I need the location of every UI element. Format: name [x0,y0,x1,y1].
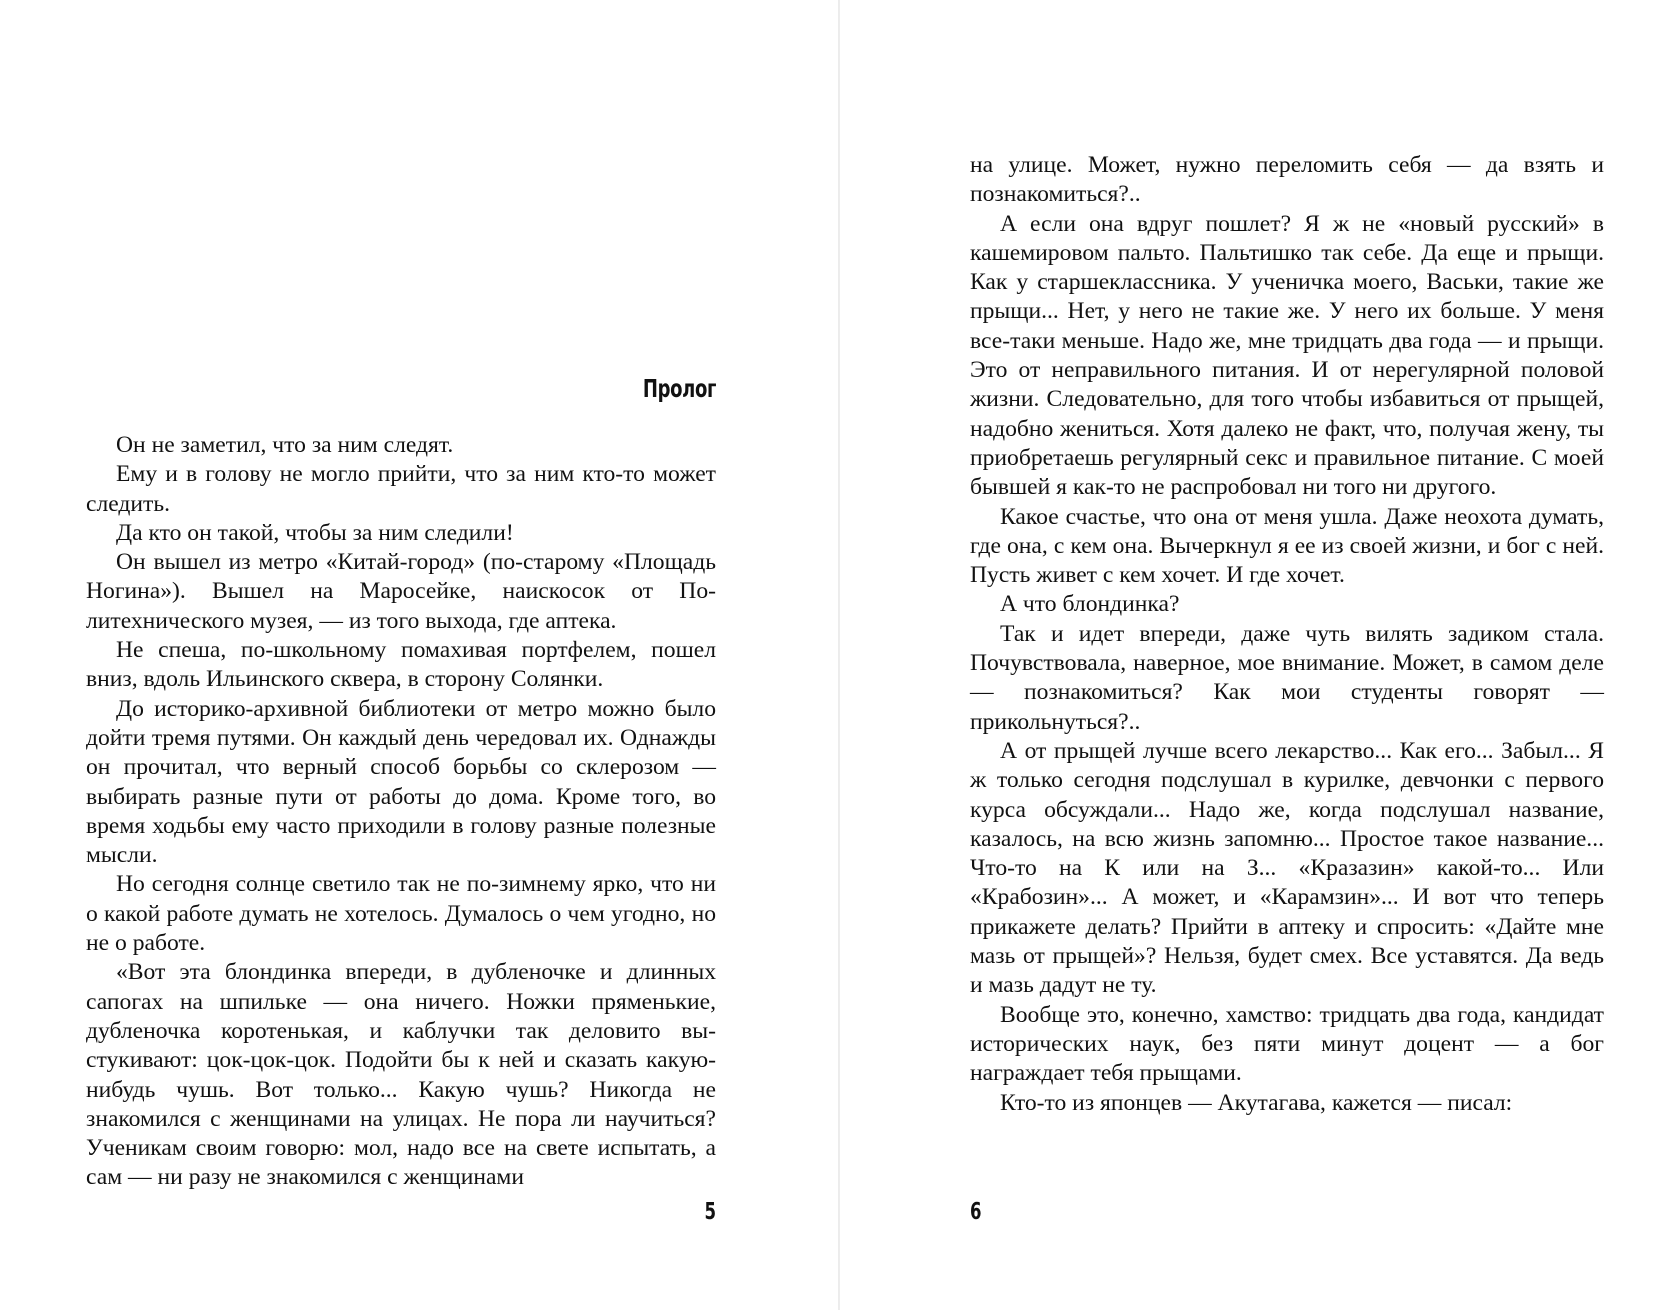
page-number: 6 [970,1199,982,1225]
right-page-text [970,151,1604,1118]
paragraph: Но сегодня солнце светило так не по-зимнему ярко, что ни о какой работе думать не хотелось. Думалось о чем угодно, но не о работе. [86,871,716,957]
paragraph: Да кто он такой, чтобы за ним следили! [116,519,514,546]
paragraph: Не спеша, по-школьному помахивая портфелем, пошел вниз, вдоль Ильинского сквера, в сторону Солянки. [86,637,716,693]
paragraph: Кто-то из японцев — Акутагава, кажется — писал: [1000,1089,1513,1116]
paragraph: А от прыщей лучше всего лекарство... Как его... Забыл... Я ж только сегодня подслушал в курилке, девчонки с первого курса обсуждали... Надо же, когда подслушал название, казалось, на всю жизнь запомню... Простое такое название... Что-то на К или на З... «Кразазин» какой-то... Или «Крабозин»... А может, и «Карамзин»... И вот что теперь прикажете делать? Прийти в аптеку и спросить: «Дайте мне мазь от прыщей»? Нельзя, будет смех. Все уставятся. Да ведь и мазь дадут не ту. [970,737,1604,999]
paragraph: Вообще это, конечно, хамство: тридцать два года, кандидат исторических наук, без пяти минут доцент — а бог награждает тебя прыщами. [970,1001,1604,1087]
paragraph-continuation: на улице. Может, нужно переломить себя — да взять и познакомиться?.. [970,152,1604,208]
paragraph: До историко-архивной библиотеки от метро можно было дойти тремя путями. Он каждый день чередовал их. Однажды он прочитал, что верный способ борьбы со склерозом — выбирать разные пути от работы до дома. Кроме того, во время ходьбы ему часто приходили в голову разные полезные мысли. [86,695,716,869]
paragraph: А что блондинка? [1000,591,1180,618]
left-page-text [86,431,716,1193]
paragraph: Ему и в голову не могло прийти, что за ним кто-то может следить. [86,461,716,517]
right-page [840,0,1680,1310]
left-page [0,0,838,1310]
paragraph: А если она вдруг пошлет? Я ж не «новый русский» в кашемировом пальто. Пальтишко так себе. Да еще и прыщи. Как у старшеклассника. У ученичка моего, Васьки, такие же прыщи... Нет, у него не такие же. У него их больше. У меня все-таки меньше. Надо же, мне тридцать два года — и прыщи. Это от неправильного питания. И от нерегулярной половой жизни. Следовательно, для того чтобы избавиться от прыщей, надобно жениться. Хотя далеко не факт, что, получая жену, ты приобретаешь регулярный секс и правильное питание. С моей бывшей я как-то не распробовал ни того ни другого. [970,210,1604,501]
paragraph: Так и идет впереди, даже чуть вилять задиком стала. Почувствовала, наверное, мое внимание. Может, в самом деле — познакомиться? Как мои студенты говорят — прикольнуться?.. [970,620,1604,735]
paragraph: «Вот эта блондинка впереди, в дубленочке и длинных сапогах на шпильке — она ничего. Ножки пряменькие, дубленочка коротенькая, и каблучки так деловито выстукивают: цок-цок-цок. Подойти бы к ней и сказать какую-нибудь чушь. Вот только... Какую чушь? Никогда не знакомился с женщинами на улицах. Не пора ли научиться? Ученикам своим говорю: мол, надо все на свете испытать, а сам — ни разу не знакомился с женщинами [86,959,716,1191]
paragraph: Он вышел из метро «Китай-город» (по-старому «Площадь Ногина»). Вышел на Маросейке, наискосок от Политехнического музея, — из того выхода, где аптека. [86,549,716,634]
paragraph: Он не заметил, что за ним следят. [116,432,454,458]
page-number: 5 [704,1199,717,1225]
paragraph: Какое счастье, что она от меня ушла. Даже неохота думать, где она, с кем она. Вычеркнул я ее из своей жизни, и бог с ней. Пусть живет с кем хочет. И где хочет. [970,503,1604,589]
chapter-title: Пролог [642,374,716,403]
